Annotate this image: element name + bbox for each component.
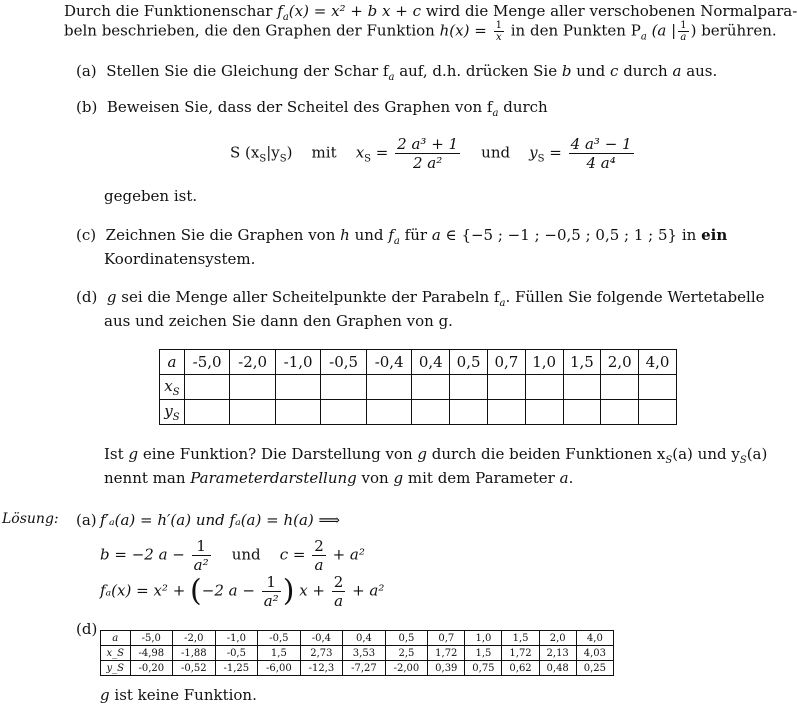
sol-ys-cell: -0,52 bbox=[173, 661, 216, 676]
sol-head-cell: 0,7 bbox=[428, 631, 465, 646]
empty-cell bbox=[601, 375, 639, 400]
empty-cell bbox=[366, 400, 412, 425]
sol-ys-cell: -1,25 bbox=[215, 661, 258, 676]
solution-table bbox=[100, 630, 614, 676]
intro-point: (a | bbox=[651, 21, 677, 40]
after2-g: g bbox=[393, 469, 404, 487]
part-a bbox=[76, 62, 717, 83]
intro-f-sub: a bbox=[282, 12, 289, 23]
empty-cell bbox=[412, 375, 450, 400]
sol-b-frac bbox=[192, 537, 211, 574]
intro-frac bbox=[494, 20, 504, 43]
part-b bbox=[76, 98, 548, 119]
part-c-h: h bbox=[340, 226, 350, 244]
eq-s2: |y bbox=[266, 143, 280, 162]
sol-f-num: 1 bbox=[262, 573, 281, 592]
part-d-g: g bbox=[106, 288, 117, 306]
eq-s2-sub: S bbox=[279, 153, 287, 165]
value-table-head-cell: 0,5 bbox=[450, 350, 488, 375]
after2-parameterdarstellung: Parameterdarstellung bbox=[190, 469, 357, 487]
eq-ys-frac bbox=[569, 135, 634, 172]
empty-cell bbox=[230, 400, 276, 425]
empty-cell bbox=[275, 400, 321, 425]
empty-cell bbox=[563, 375, 601, 400]
after-g2: g bbox=[417, 445, 428, 463]
part-d-sub: a bbox=[499, 298, 506, 309]
conclusion-g: g bbox=[100, 686, 110, 704]
sol-ys-cell: -7,27 bbox=[343, 661, 386, 676]
eq-ys: y bbox=[529, 143, 538, 162]
part-c-fuer: für bbox=[404, 226, 428, 244]
after-g: g bbox=[128, 445, 139, 463]
eq-mit: mit bbox=[311, 143, 337, 162]
eq-equals: = bbox=[375, 143, 389, 162]
value-table-head-cell: -2,0 bbox=[230, 350, 276, 375]
solution-a-line-2 bbox=[100, 537, 365, 574]
solution-conclusion bbox=[100, 686, 257, 704]
part-c-a: a bbox=[431, 226, 441, 244]
after-text-3: (a) und y bbox=[672, 445, 740, 463]
after2-text: nennt man bbox=[104, 469, 186, 487]
solution-label: Lösung: bbox=[2, 511, 59, 527]
part-a-text: Stellen Sie die Gleichung der Schar f bbox=[106, 62, 389, 80]
sol-b-num: 1 bbox=[192, 537, 211, 556]
solution-a-label: (a) bbox=[76, 511, 97, 529]
empty-cell bbox=[525, 400, 563, 425]
intro-text: Durch die Funktionenschar bbox=[64, 2, 273, 20]
part-d bbox=[76, 288, 765, 309]
sol-ys-cell: 0,62 bbox=[502, 661, 539, 676]
sol-xs-cell: x_S bbox=[101, 646, 131, 661]
value-table-row-ys bbox=[160, 400, 677, 425]
eq-und: und bbox=[481, 143, 511, 162]
sol-ys-cell: 0,39 bbox=[428, 661, 465, 676]
sol-head-cell: 4,0 bbox=[576, 631, 613, 646]
intro-f: f bbox=[277, 2, 283, 20]
eq-xs: x bbox=[355, 143, 365, 162]
sol-head-cell: 1,5 bbox=[502, 631, 539, 646]
after-sub-2: S bbox=[739, 455, 747, 466]
intro-frac2-den: a bbox=[680, 32, 687, 43]
xs-var: x bbox=[164, 376, 173, 395]
part-d-after-2 bbox=[104, 469, 573, 487]
intro-frac-2 bbox=[678, 20, 688, 43]
solution-d-label: (d) bbox=[76, 620, 98, 638]
sol-xs-cell: 3,53 bbox=[343, 646, 386, 661]
value-table-head-cell: -0,5 bbox=[321, 350, 367, 375]
value-table-head-cell: 1,0 bbox=[525, 350, 563, 375]
intro-close: ) bbox=[690, 21, 697, 40]
part-c-set: {−5 ; −1 ; −0,5 ; 0,5 ; 1 ; 5} bbox=[461, 226, 678, 244]
part-d-line-2: aus und zeichen Sie dann den Graphen von g. bbox=[104, 312, 453, 330]
sol-xs-cell: -1,88 bbox=[173, 646, 216, 661]
sol-c-tail: + a² bbox=[332, 545, 365, 564]
value-table-head-cell: 1,5 bbox=[563, 350, 601, 375]
sol-c-eq: c = bbox=[279, 545, 306, 564]
eq-ys-num: 4 a³ − 1 bbox=[570, 135, 632, 153]
sol-f-frac-2 bbox=[332, 573, 346, 610]
sol-f-eq: fₐ(x) = x² + bbox=[100, 581, 186, 600]
sol-head-cell: 0,4 bbox=[343, 631, 386, 646]
part-a-a: a bbox=[672, 62, 682, 80]
sol-ys-cell: -2,00 bbox=[385, 661, 428, 676]
sol-xs-cell: 4,03 bbox=[576, 646, 613, 661]
intro-line-2 bbox=[64, 20, 777, 43]
value-table-row-xs bbox=[160, 375, 677, 400]
empty-cell bbox=[450, 400, 488, 425]
eq-s-sub: S bbox=[259, 153, 267, 165]
intro-text-2: wird die Menge aller verschobenen Normalpara- bbox=[425, 2, 797, 20]
sol-head-cell: -5,0 bbox=[130, 631, 173, 646]
sol-head-cell: 2,0 bbox=[539, 631, 576, 646]
value-table-head-cell: -1,0 bbox=[275, 350, 321, 375]
sol-f-inner: −2 a − bbox=[201, 581, 255, 600]
empty-cell bbox=[601, 400, 639, 425]
sol-head-cell: -2,0 bbox=[173, 631, 216, 646]
part-c bbox=[76, 226, 736, 247]
empty-cell bbox=[412, 400, 450, 425]
sol-xs-cell: 2,73 bbox=[300, 646, 343, 661]
part-c-f: f bbox=[388, 226, 394, 244]
part-a-und: und bbox=[576, 62, 606, 80]
value-table-head-cell: 2,0 bbox=[601, 350, 639, 375]
xs-sub: S bbox=[172, 386, 180, 398]
empty-cell bbox=[450, 375, 488, 400]
empty-cell bbox=[639, 375, 677, 400]
after-ist: Ist bbox=[104, 445, 124, 463]
solution-table-row-xs bbox=[101, 646, 614, 661]
sol-xs-cell: -0,5 bbox=[215, 646, 258, 661]
after2-period: . bbox=[568, 469, 574, 487]
empty-cell bbox=[321, 400, 367, 425]
value-table-head-cell: 4,0 bbox=[639, 350, 677, 375]
intro-p-sub: a bbox=[640, 31, 647, 43]
sol-xs-cell: 1,5 bbox=[465, 646, 502, 661]
part-c-in: ∈ bbox=[445, 226, 457, 244]
after2-a: a bbox=[559, 469, 569, 487]
sol-c-num: 2 bbox=[314, 537, 324, 555]
eq-ys-sub: S bbox=[537, 153, 545, 165]
sol-xs-cell: 1,72 bbox=[502, 646, 539, 661]
empty-cell bbox=[487, 375, 525, 400]
value-table-head-cell: 0,4 bbox=[412, 350, 450, 375]
part-d-label: (d) bbox=[76, 288, 98, 306]
solution-a-line-1: f′ₐ(a) = h′(a) und fₐ(a) = h(a) ⟹ bbox=[100, 511, 341, 529]
empty-cell bbox=[525, 375, 563, 400]
solution-a-line-3 bbox=[100, 573, 384, 610]
empty-cell bbox=[321, 375, 367, 400]
sol-head-cell: a bbox=[101, 631, 131, 646]
ys-sub: S bbox=[172, 411, 180, 423]
empty-cell bbox=[184, 400, 230, 425]
part-b-sub: a bbox=[492, 108, 499, 119]
value-table-head-cell: -0,4 bbox=[366, 350, 412, 375]
intro-formula: (x) = x² + b x + c bbox=[288, 2, 421, 20]
part-b-equation bbox=[230, 135, 636, 172]
intro-frac2-num: 1 bbox=[680, 20, 687, 31]
part-a-sub: a bbox=[388, 72, 395, 83]
after2-von: von bbox=[361, 469, 389, 487]
part-c-sub: a bbox=[393, 236, 400, 247]
sol-f-den: a² bbox=[263, 592, 279, 610]
part-c-line-2: Koordinatensystem. bbox=[104, 250, 256, 268]
sol-ys-cell: -0,20 bbox=[130, 661, 173, 676]
part-c-label: (c) bbox=[76, 226, 97, 244]
value-table-label-xs bbox=[160, 375, 185, 400]
part-c-in2: in bbox=[681, 226, 697, 244]
part-a-label: (a) bbox=[76, 62, 97, 80]
empty-cell bbox=[275, 375, 321, 400]
part-b-text-2: durch bbox=[503, 98, 548, 116]
part-b-given: gegeben ist. bbox=[104, 187, 198, 205]
eq-ys-den: 4 a⁴ bbox=[586, 154, 616, 172]
eq-xs-num: 2 a³ + 1 bbox=[397, 135, 459, 153]
eq-xs-den: 2 a² bbox=[412, 154, 443, 172]
part-a-text-3: durch bbox=[623, 62, 668, 80]
after-sub-1: S bbox=[665, 455, 673, 466]
sol-f-x: x + bbox=[299, 581, 325, 600]
paren-close: ) bbox=[282, 573, 295, 609]
after-text-4: (a) bbox=[746, 445, 768, 463]
sol-head-cell: -0,4 bbox=[300, 631, 343, 646]
intro-text-4: in den Punkten P bbox=[510, 21, 641, 40]
sol-xs-cell: 2,5 bbox=[385, 646, 428, 661]
empty-cell bbox=[639, 400, 677, 425]
sol-f-tail: + a² bbox=[352, 581, 385, 600]
part-a-text-2: auf, d.h. drücken Sie bbox=[399, 62, 558, 80]
sol-xs-cell: -4,98 bbox=[130, 646, 173, 661]
value-table-head-cell: -5,0 bbox=[184, 350, 230, 375]
eq-equals-2: = bbox=[549, 143, 562, 162]
empty-cell bbox=[487, 400, 525, 425]
intro-text-3: beln beschrieben, die den Graphen der Funktion bbox=[64, 21, 435, 40]
part-b-label: (b) bbox=[76, 98, 98, 116]
solution-table-row-ys bbox=[101, 661, 614, 676]
value-table-head-cell: a bbox=[160, 350, 185, 375]
empty-cell bbox=[230, 375, 276, 400]
intro-frac-num: 1 bbox=[495, 20, 502, 31]
part-a-b: b bbox=[561, 62, 572, 80]
sol-ys-cell: y_S bbox=[101, 661, 131, 676]
empty-cell bbox=[563, 400, 601, 425]
eq-s3: ) bbox=[286, 143, 293, 162]
paren-open: ( bbox=[190, 573, 202, 609]
intro-frac-den: x bbox=[495, 32, 502, 43]
empty-cell bbox=[184, 375, 230, 400]
sol-f-den2: a bbox=[334, 592, 344, 610]
sol-f-num2: 2 bbox=[333, 573, 344, 591]
sol-head-cell: -1,0 bbox=[215, 631, 258, 646]
value-table-label-ys bbox=[160, 400, 185, 425]
intro-h: h(x) = bbox=[439, 21, 487, 40]
after2-text-2: mit dem Parameter bbox=[407, 469, 555, 487]
sol-head-cell: 0,5 bbox=[385, 631, 428, 646]
sol-b-eq: b = −2 a − bbox=[100, 545, 185, 564]
value-table-head-cell: 0,7 bbox=[487, 350, 525, 375]
part-d-text: sei die Menge aller Scheitelpunkte der Parabeln f bbox=[121, 288, 500, 306]
sol-ys-cell: -6,00 bbox=[258, 661, 301, 676]
sol-c-den: a bbox=[314, 556, 324, 574]
sol-xs-cell: 1,72 bbox=[428, 646, 465, 661]
part-a-text-4: aus. bbox=[686, 62, 718, 80]
part-a-c: c bbox=[610, 62, 619, 80]
sol-f-frac bbox=[262, 573, 281, 610]
eq-xs-frac bbox=[395, 135, 460, 172]
part-c-ein: ein bbox=[701, 226, 728, 244]
sol-c-frac bbox=[312, 537, 326, 574]
sol-head-cell: 1,0 bbox=[465, 631, 502, 646]
sol-ys-cell: 0,48 bbox=[539, 661, 576, 676]
value-table bbox=[159, 349, 677, 425]
part-d-after-1 bbox=[104, 445, 767, 466]
empty-cell bbox=[366, 375, 412, 400]
sol-xs-cell: 1,5 bbox=[258, 646, 301, 661]
sol-head-cell: -0,5 bbox=[258, 631, 301, 646]
intro-text-5: berühren. bbox=[701, 21, 777, 40]
sol-b-den: a² bbox=[193, 556, 209, 574]
part-d-text-2: . Füllen Sie folgende Wertetabelle bbox=[505, 288, 765, 306]
after-text: eine Funktion? Die Darstellung von bbox=[142, 445, 413, 463]
sol-ys-cell: 0,25 bbox=[576, 661, 613, 676]
solution-table-head bbox=[101, 631, 614, 646]
sol-xs-cell: 2,13 bbox=[539, 646, 576, 661]
conclusion-text: ist keine Funktion. bbox=[114, 686, 257, 704]
part-c-text: Zeichnen Sie die Graphen von bbox=[105, 226, 336, 244]
part-b-text: Beweisen Sie, dass der Scheitel des Graphen von f bbox=[106, 98, 493, 116]
value-table-head bbox=[160, 350, 677, 375]
sol-ys-cell: 0,75 bbox=[465, 661, 502, 676]
after-text-2: durch die beiden Funktionen x bbox=[431, 445, 666, 463]
sol-und: und bbox=[231, 545, 261, 564]
sol-ys-cell: -12,3 bbox=[300, 661, 343, 676]
eq-s: S (x bbox=[230, 143, 260, 162]
part-c-und: und bbox=[354, 226, 384, 244]
eq-xs-sub: S bbox=[364, 153, 372, 165]
ys-var: y bbox=[164, 401, 173, 420]
